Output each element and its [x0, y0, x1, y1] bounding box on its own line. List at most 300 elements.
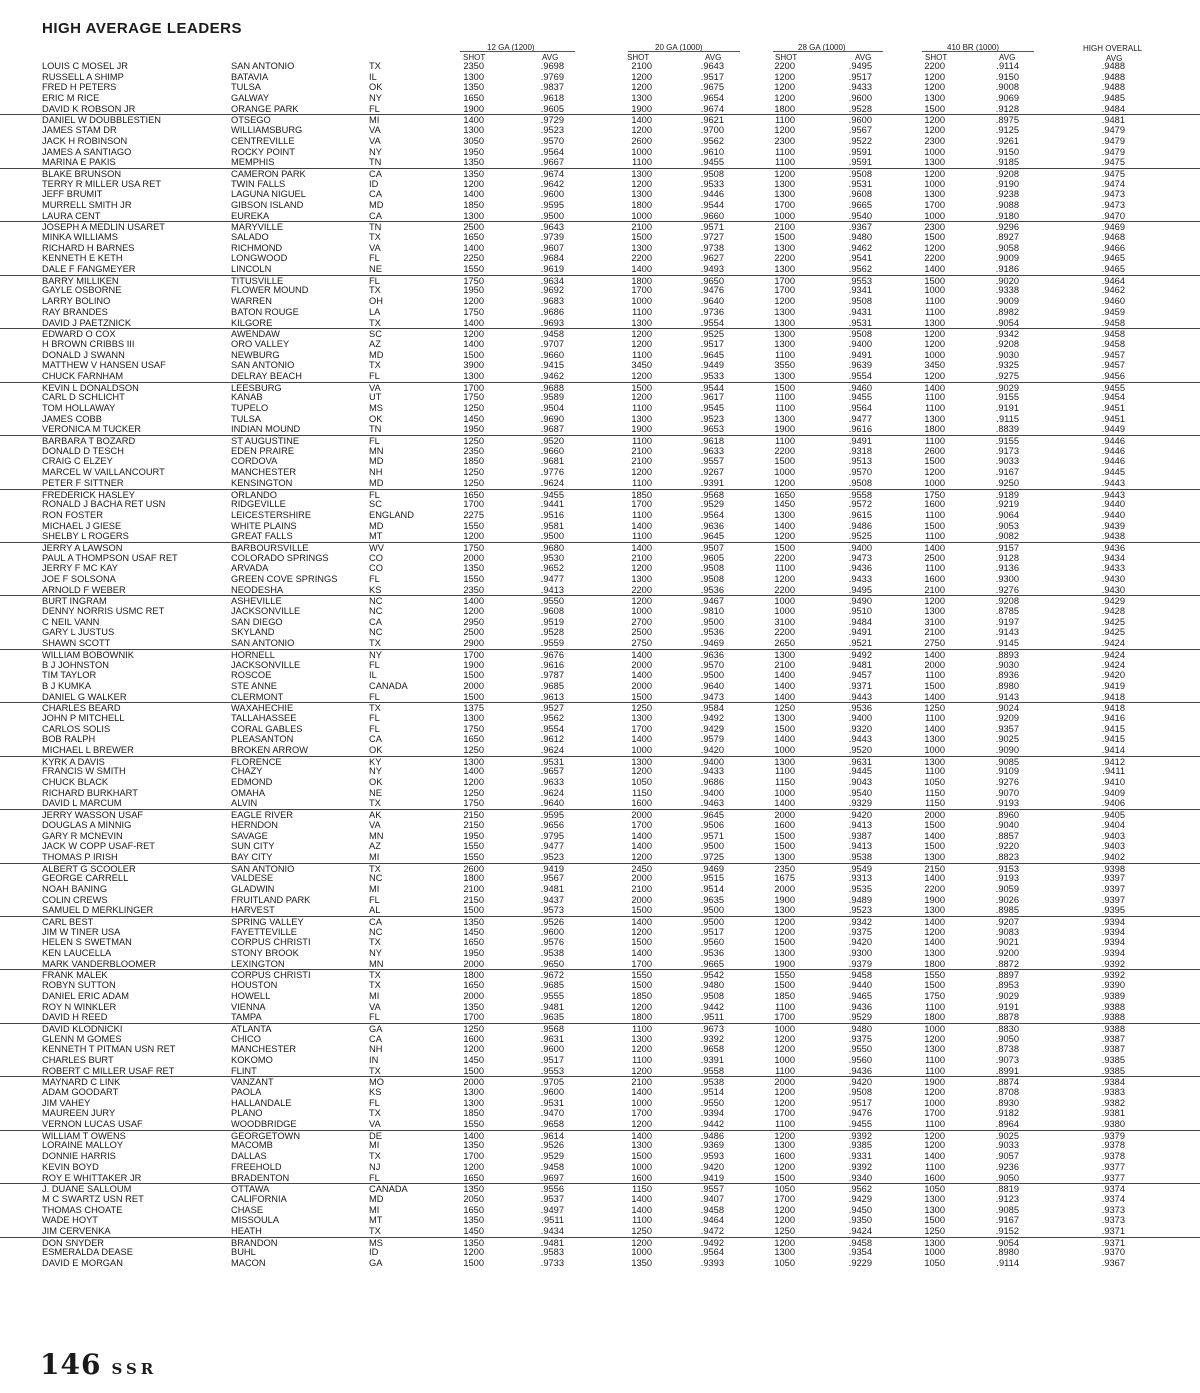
- shot-28ga: 1850: [774, 990, 795, 1001]
- shot-28ga: 2200: [774, 552, 795, 563]
- shot-20ga: 1000: [631, 146, 652, 157]
- shot-410: 1500: [924, 103, 945, 114]
- avg-410: .9114: [996, 1258, 1019, 1268]
- avg-overall: .9416: [1101, 712, 1125, 723]
- avg-20ga: .9467: [700, 596, 724, 607]
- table-row: [0, 478, 1200, 489]
- shot-20ga: 2100: [631, 552, 652, 563]
- shooter-name: JERRY WASSON USAF: [42, 810, 144, 821]
- avg-12ga: .9458: [540, 329, 564, 340]
- avg-overall: .9415: [1101, 734, 1125, 745]
- avg-410: .9029: [995, 382, 1019, 393]
- avg-410: .9073: [995, 1054, 1019, 1065]
- avg-20ga: .9446: [700, 189, 724, 200]
- shot-28ga: 2350: [774, 863, 795, 874]
- avg-20ga: .9529: [700, 499, 724, 510]
- shot-410: 1100: [925, 1054, 945, 1065]
- avg-410: .9155: [995, 392, 1019, 403]
- avg-28ga: .9313: [848, 873, 872, 884]
- avg-410: .9033: [995, 456, 1019, 467]
- city: MARYVILLE: [231, 222, 284, 233]
- shot-28ga: 1300: [774, 509, 795, 520]
- shot-28ga: 1000: [774, 787, 795, 798]
- state: CA: [369, 917, 382, 927]
- avg-28ga: .9436: [848, 563, 872, 574]
- state: OK: [369, 777, 383, 788]
- shot-12ga: 1250: [463, 1023, 484, 1034]
- shooter-name: DONNIE HARRIS: [42, 1151, 116, 1162]
- shot-410: 1250: [924, 1225, 945, 1236]
- avg-overall: .9468: [1101, 232, 1125, 242]
- shot-20ga: 1600: [631, 798, 652, 809]
- shot-20ga: 1100: [632, 157, 652, 168]
- shot-20ga: 1700: [631, 723, 652, 734]
- avg-28ga: .9433: [848, 574, 872, 584]
- shot-410: 1400: [924, 649, 945, 660]
- avg-20ga: .9658: [700, 1044, 724, 1055]
- table-row: [0, 1226, 1200, 1237]
- shot-20ga: 1500: [631, 937, 652, 948]
- avg-20ga: .9476: [700, 285, 724, 296]
- shot-28ga: 1700: [774, 1012, 795, 1023]
- city: BUHL: [231, 1247, 256, 1258]
- shot-410: 2600: [924, 445, 945, 456]
- shot-20ga: 1400: [631, 115, 652, 126]
- avg-12ga: .9690: [540, 413, 564, 424]
- shot-28ga: 1100: [775, 1119, 795, 1130]
- avg-28ga: .9495: [848, 584, 872, 595]
- shot-28ga: 1300: [774, 1140, 795, 1151]
- avg-28ga: .9341: [848, 285, 872, 296]
- avg-12ga: .9481: [540, 1237, 564, 1248]
- avg-28ga: .9540: [848, 787, 872, 798]
- avg-20ga: .9571: [700, 830, 724, 841]
- shot-12ga: 2350: [463, 61, 484, 71]
- avg-12ga: .9481: [540, 1001, 564, 1012]
- shooter-name: LOUIS C MOSEL JR: [42, 61, 128, 71]
- avg-20ga: .9650: [700, 275, 724, 286]
- avg-28ga: .9400: [848, 712, 872, 723]
- table-row: [0, 670, 1200, 681]
- state: TX: [369, 1065, 381, 1076]
- shot-410: 1200: [924, 329, 945, 340]
- avg-12ga: .9707: [540, 338, 564, 349]
- shot-12ga: 1350: [463, 1215, 484, 1226]
- avg-28ga: .9481: [848, 659, 872, 670]
- avg-overall: .9395: [1101, 905, 1125, 916]
- shot-28ga: 1300: [774, 242, 795, 253]
- state: MI: [369, 1140, 380, 1151]
- avg-overall: .9377: [1101, 1161, 1125, 1172]
- avg-20ga: .9542: [700, 970, 724, 981]
- table-row: [0, 777, 1200, 788]
- city: BAY CITY: [231, 851, 273, 862]
- group-28ga: 28 GA (1000): [798, 43, 846, 52]
- shooter-name: DAVID J PAETZNICK: [42, 317, 132, 328]
- avg-overall: .9454: [1101, 392, 1125, 403]
- avg-28ga: .9433: [848, 82, 872, 93]
- shot-20ga: 1100: [632, 403, 652, 413]
- city: STONY BROOK: [231, 948, 299, 959]
- avg-12ga: .9497: [540, 1204, 564, 1215]
- shot-28ga: 1200: [774, 1204, 795, 1215]
- shot-28ga: 1400: [774, 670, 795, 681]
- shot-12ga: 1300: [463, 1087, 484, 1097]
- avg-20ga: .9473: [700, 691, 724, 702]
- shot-12ga: 1650: [463, 93, 484, 104]
- avg-overall: .9485: [1101, 93, 1125, 104]
- avg-410: .9200: [995, 948, 1019, 959]
- table-row: [0, 232, 1200, 243]
- table-row: [0, 499, 1200, 510]
- table-row: [0, 980, 1200, 991]
- avg-28ga: .9510: [848, 606, 872, 617]
- shot-28ga: 2200: [774, 61, 795, 71]
- avg-28ga: .9480: [848, 232, 872, 242]
- shot-28ga: 1200: [774, 1087, 795, 1097]
- shot-28ga: 1400: [774, 520, 795, 531]
- table-row: [0, 296, 1200, 307]
- shot-28ga: 1200: [774, 168, 795, 179]
- avg-overall: .9418: [1101, 703, 1125, 714]
- city: OMAHA: [231, 787, 266, 798]
- avg-28ga: .9521: [848, 638, 872, 649]
- state: TX: [369, 1151, 381, 1162]
- shot-20ga: 1500: [631, 232, 652, 242]
- avg-28ga: .9525: [848, 531, 872, 542]
- shot-12ga: 1200: [463, 1161, 484, 1172]
- shot-12ga: 1750: [463, 798, 484, 809]
- shooter-name: ESMERALDA DEASE: [42, 1247, 133, 1258]
- shot-20ga: 1200: [631, 329, 652, 340]
- state: MI: [369, 851, 380, 862]
- shot-410: 1050: [924, 1258, 945, 1268]
- city: ATLANTA: [231, 1023, 272, 1034]
- shot-20ga: 1300: [631, 317, 652, 328]
- city: TULSA: [231, 413, 261, 424]
- shot-12ga: 2500: [463, 627, 484, 638]
- avg-20ga: .9544: [700, 382, 724, 393]
- avg-12ga: .9608: [540, 606, 564, 617]
- state: IL: [369, 670, 377, 681]
- avg-28ga: .9562: [848, 1184, 872, 1195]
- shot-20ga: 1800: [631, 275, 652, 286]
- state: FL: [369, 1172, 380, 1183]
- city: HORNELL: [231, 649, 275, 660]
- avg-410: .9058: [995, 242, 1019, 253]
- shot-410: 1100: [925, 1119, 945, 1130]
- shot-410: 1600: [924, 574, 945, 584]
- shot-28ga: 1000: [774, 606, 795, 617]
- shot-28ga: 1000: [774, 467, 795, 478]
- shot-28ga: 1200: [774, 1033, 795, 1044]
- avg-28ga: .9443: [848, 691, 872, 702]
- shot-410: 1150: [925, 787, 945, 798]
- avg-410: .9250: [995, 477, 1019, 488]
- avg-20ga: .9643: [700, 61, 724, 71]
- shot-410: 1500: [924, 275, 945, 286]
- avg-20ga: .9621: [700, 115, 724, 126]
- avg-overall: .9412: [1101, 756, 1125, 767]
- table-row: [0, 1066, 1200, 1077]
- avg-28ga: .9329: [848, 798, 872, 809]
- avg-12ga: .9500: [540, 210, 564, 221]
- avg-12ga: .9643: [540, 222, 564, 233]
- avg-410: .8991: [995, 1065, 1019, 1076]
- state: TN: [369, 424, 382, 435]
- avg-12ga: .9624: [540, 745, 564, 755]
- avg-410: .9128: [995, 552, 1019, 563]
- table-row: [0, 1183, 1200, 1194]
- avg-28ga: .9550: [848, 1044, 872, 1055]
- avg-20ga: .9633: [700, 445, 724, 456]
- avg-20ga: .9469: [700, 638, 724, 649]
- table-row: [0, 307, 1200, 318]
- avg-overall: .9439: [1101, 520, 1125, 531]
- avg-20ga: .9455: [700, 157, 724, 168]
- table-row: [0, 382, 1200, 393]
- shot-410: 1300: [924, 851, 945, 862]
- avg-20ga: .9400: [700, 787, 724, 798]
- avg-overall: .9419: [1101, 680, 1125, 691]
- table-row: [0, 392, 1200, 403]
- shot-410: 1100: [925, 509, 945, 520]
- table-row: [0, 617, 1200, 628]
- shot-12ga: 2000: [463, 990, 484, 1001]
- city: ROSCOE: [231, 670, 272, 681]
- city: KENSINGTON: [231, 477, 293, 488]
- shot-12ga: 1200: [463, 777, 484, 788]
- avg-20ga: .9738: [700, 242, 724, 253]
- state: TX: [369, 285, 381, 296]
- shot-28ga: 1650: [774, 489, 795, 500]
- avg-28ga: .9460: [848, 382, 872, 393]
- avg-410: .9296: [995, 222, 1019, 233]
- shooter-name: DANIEL ERIC ADAM: [42, 990, 129, 1001]
- shot-20ga: 1100: [632, 1215, 652, 1226]
- state: MD: [369, 477, 384, 488]
- state: FL: [369, 275, 380, 286]
- shot-20ga: 2200: [631, 253, 652, 264]
- shot-28ga: 3100: [774, 616, 795, 627]
- avg-overall: .9424: [1101, 659, 1125, 670]
- shot-20ga: 1250: [631, 703, 652, 714]
- city: RICHMOND: [231, 242, 283, 253]
- avg-28ga: .9400: [848, 542, 872, 553]
- avg-410: .9114: [996, 61, 1019, 71]
- state: NH: [369, 1044, 383, 1055]
- table-row: [0, 1140, 1200, 1151]
- avg-410: .9054: [995, 317, 1019, 328]
- state: VA: [369, 135, 381, 146]
- shot-28ga: 1900: [774, 894, 795, 905]
- avg-overall: .9430: [1101, 574, 1125, 584]
- avg-28ga: .9615: [848, 509, 872, 520]
- avg-410: .9069: [995, 93, 1019, 104]
- shooter-name: SHELBY L ROGERS: [42, 531, 129, 542]
- avg-20ga: .9480: [700, 980, 724, 991]
- shooter-name: BOB RALPH: [42, 734, 96, 745]
- avg-20ga: .9506: [700, 819, 724, 830]
- shot-20ga: 2100: [631, 456, 652, 467]
- avg-410: .9030: [995, 659, 1019, 670]
- shot-410: 2750: [924, 638, 945, 649]
- shooter-name: JOE F SOLSONA: [42, 574, 116, 584]
- shot-20ga: 1100: [632, 306, 652, 317]
- shooter-name: B J KUMKA: [42, 680, 92, 691]
- avg-20ga: .9636: [700, 649, 724, 660]
- table-row: [0, 1023, 1200, 1034]
- avg-overall: .9410: [1101, 777, 1125, 788]
- avg-20ga: .9492: [700, 1237, 724, 1248]
- avg-12ga: .9581: [540, 520, 564, 531]
- avg-20ga: .9560: [700, 937, 724, 948]
- avg-410: .9190: [995, 178, 1019, 189]
- shot-20ga: 1500: [631, 1151, 652, 1162]
- group-overall: HIGH OVERALL: [1083, 44, 1143, 53]
- avg-12ga: .9564: [540, 146, 564, 157]
- table-row: [0, 403, 1200, 414]
- city: SAVAGE: [231, 830, 268, 841]
- avg-410: .9090: [995, 745, 1019, 755]
- avg-12ga: .9413: [540, 584, 564, 595]
- avg-410: .9219: [995, 499, 1019, 510]
- avg-28ga: .9458: [848, 970, 872, 981]
- avg-20ga: .9267: [700, 467, 724, 478]
- state: CA: [369, 616, 382, 627]
- shot-12ga: 2350: [463, 584, 484, 595]
- avg-410: .9338: [995, 285, 1019, 296]
- table-row: [0, 563, 1200, 574]
- shot-28ga: 1300: [774, 329, 795, 340]
- shot-20ga: 2600: [631, 135, 652, 146]
- avg-overall: .9433: [1101, 563, 1125, 574]
- avg-overall: .9411: [1102, 766, 1125, 777]
- shot-20ga: 2500: [631, 627, 652, 638]
- table-row: [0, 1108, 1200, 1119]
- shot-12ga: 2900: [463, 638, 484, 649]
- shot-12ga: 2000: [463, 680, 484, 691]
- shooter-name: MARINA E PAKIS: [42, 157, 116, 168]
- avg-28ga: .9508: [848, 329, 872, 340]
- avg-12ga: .9562: [540, 712, 564, 723]
- shot-28ga: 1100: [775, 146, 795, 157]
- shot-12ga: 1800: [463, 873, 484, 884]
- shot-12ga: 1500: [463, 1065, 484, 1076]
- avg-20ga: .9514: [700, 1087, 724, 1097]
- state: MD: [369, 349, 384, 360]
- avg-12ga: .9634: [540, 275, 564, 286]
- city: HALLANDALE: [231, 1097, 292, 1108]
- shot-410: 3450: [924, 360, 945, 371]
- shot-410: 1600: [924, 1172, 945, 1183]
- avg-overall: .9425: [1101, 627, 1125, 638]
- table-row: [0, 937, 1200, 948]
- shot-20ga: 1400: [631, 948, 652, 959]
- city: HEATH: [231, 1225, 262, 1236]
- shot-20ga: 1200: [631, 766, 652, 777]
- shot-12ga: 1550: [463, 1119, 484, 1130]
- shot-28ga: 1300: [774, 712, 795, 723]
- avg-12ga: .9462: [540, 370, 564, 381]
- city: INDIAN MOUND: [231, 424, 301, 435]
- avg-20ga: .9545: [700, 403, 724, 413]
- shot-12ga: 1350: [463, 1237, 484, 1248]
- avg-28ga: .9462: [848, 242, 872, 253]
- shot-20ga: 1300: [631, 756, 652, 767]
- city: FLORENCE: [231, 756, 282, 767]
- table-row: [0, 873, 1200, 884]
- avg-410: .9152: [995, 1225, 1019, 1236]
- shot-28ga: 1900: [774, 958, 795, 969]
- avg-overall: .9451: [1101, 403, 1125, 413]
- avg-410: .9115: [996, 413, 1019, 424]
- avg-20ga: .9391: [700, 1054, 724, 1065]
- state: SC: [369, 329, 382, 340]
- shot-410: 1300: [924, 189, 945, 200]
- avg-20ga: .9517: [700, 71, 724, 82]
- avg-12ga: .9517: [540, 1054, 564, 1065]
- city: VANZANT: [231, 1077, 274, 1088]
- shot-12ga: 1250: [463, 403, 484, 413]
- avg-410: .9209: [995, 712, 1019, 723]
- table-row: [0, 863, 1200, 874]
- avg-overall: .9460: [1101, 296, 1125, 307]
- avg-410: .8936: [995, 670, 1019, 681]
- shot-12ga: 1900: [463, 103, 484, 114]
- avg-410: .8975: [995, 115, 1019, 126]
- city: RIDGEVILLE: [231, 499, 286, 510]
- avg-20ga: .9645: [700, 810, 724, 821]
- shot-20ga: 1200: [631, 1119, 652, 1130]
- state: TX: [369, 980, 381, 991]
- avg-overall: .9466: [1101, 242, 1125, 253]
- avg-overall: .9434: [1101, 552, 1125, 563]
- state: AZ: [369, 841, 381, 852]
- shot-410: 1000: [924, 349, 945, 360]
- table-row: [0, 1119, 1200, 1130]
- city: KOKOMO: [231, 1054, 273, 1065]
- shooter-name: WILLIAM T OWENS: [42, 1130, 126, 1141]
- shot-410: 1100: [925, 306, 945, 317]
- shot-28ga: 1300: [774, 948, 795, 959]
- shot-20ga: 1400: [631, 542, 652, 553]
- table-row: [0, 371, 1200, 382]
- shot-28ga: 1100: [775, 1065, 795, 1076]
- shooter-name: RAY BRANDES: [42, 306, 108, 317]
- shooter-name: CARLOS SOLIS: [42, 723, 111, 734]
- state: NC: [369, 606, 383, 617]
- state: NC: [369, 627, 383, 638]
- avg-12ga: .9529: [540, 1151, 564, 1162]
- avg-20ga: .9550: [700, 1097, 724, 1108]
- avg-overall: .9383: [1101, 1087, 1125, 1097]
- shot-28ga: 2000: [774, 1077, 795, 1088]
- shot-12ga: 2050: [463, 1193, 484, 1204]
- shot-12ga: 1400: [463, 189, 484, 200]
- shot-410: 1100: [925, 1161, 945, 1172]
- city: NEODESHA: [231, 584, 284, 595]
- avg-410: .9008: [995, 82, 1019, 93]
- avg-20ga: .9618: [700, 436, 724, 447]
- state: TX: [369, 232, 381, 242]
- table-row: [0, 895, 1200, 906]
- avg-20ga: .9700: [700, 125, 724, 136]
- city: GIBSON ISLAND: [231, 199, 304, 210]
- avg-12ga: .9531: [540, 756, 564, 767]
- shot-28ga: 1100: [775, 349, 795, 360]
- table-row: [0, 1076, 1200, 1087]
